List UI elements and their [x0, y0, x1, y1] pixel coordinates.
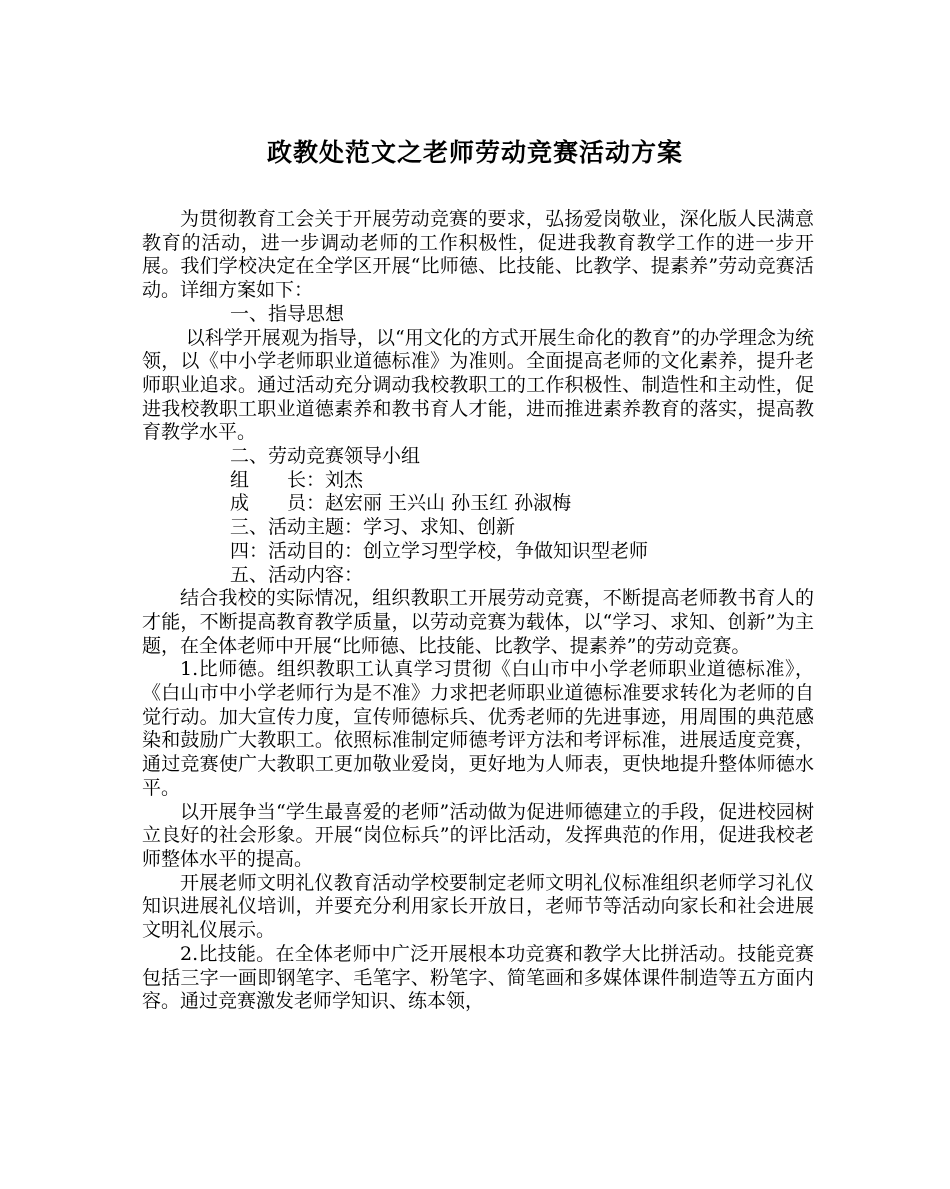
paragraph-etiquette: 开展老师文明礼仪教育活动学校要制定老师文明礼仪标准组织老师学习礼仪知识进展礼仪培训，并要充分利用家长开放日，老师节等活动向家长和社会进展文明礼仪展示。 [142, 871, 814, 942]
document-title: 政教处范文之老师劳动竞赛活动方案 [266, 138, 683, 167]
paragraph-guiding-thought: 以科学开展观为指导，以“用文化的方式开展生命化的教育”的办学理念为统领，以《中小学老师职业道德标准》为准则。全面提高老师的文化素养，提升老师职业追求。通过活动充分调动我校教职工的工作积极性、制造性和主动性，促进我校教职工职业道德素养和教书育人才能，进而推进素养教育的落实，提高教育教学水平。 [142, 326, 814, 444]
group-members: 成 员：赵宏丽 王兴山 孙玉红 孙淑梅 [230, 492, 572, 515]
document-body [142, 208, 814, 1014]
heading-leadership-group: 二、劳动竞赛领导小组 [230, 445, 421, 468]
paragraph-favorite-teacher: 以开展争当“学生最喜爱的老师”活动做为促进师德建立的手段，促进校园树立良好的社会形象。开展“岗位标兵”的评比活动，发挥典范的作用，促进我校老师整体水平的提高。 [142, 800, 814, 870]
activity-theme: 三、活动主题：学习、求知、创新 [230, 516, 516, 539]
paragraph-skills: 2.比技能。在全体老师中广泛开展根本功竞赛和教学大比拼活动。技能竞赛包括三字一画即钢笔字、毛笔字、粉笔字、简笔画和多媒体课件制造等五方面内容。通过竞赛激发老师学知识、练本领， [142, 942, 814, 1013]
heading-activity-content: 五、活动内容： [230, 563, 364, 586]
paragraph-activity-content: 结合我校的实际情况，组织教职工开展劳动竞赛，不断提高老师教书育人的才能，不断提高教育教学质量，以劳动竞赛为载体，以“学习、求知、创新”为主题，在全体老师中开展“比师德、比技能、比教学、提素养”的劳动竞赛。 [142, 587, 814, 657]
heading-guiding-thought: 一、指导思想 [230, 302, 345, 325]
paragraph-teacher-ethics: 1.比师德。组织教职工认真学习贯彻《白山市中小学老师职业道德标准》，《白山市中小学老师行为是不准》力求把老师职业道德标准要求转化为老师的自觉行动。加大宣传力度，宣传师德标兵、优秀老师的先进事迹，用周围的典范感染和鼓励广大教职工。依照标准制定师德考评方法和考评标准，进展适度竞赛，通过竞赛使广大教职工更加敬业爱岗，更好地为人师表，更快地提升整体师德水平。 [142, 658, 814, 799]
paragraph-intro: 为贯彻教育工会关于开展劳动竞赛的要求，弘扬爱岗敬业，深化版人民满意教育的活动，进一步调动老师的工作积极性，促进我教育教学工作的进一步开展。我们学校决定在全学区开展“比师德、比技能、比教学、提素养”劳动竞赛活动。详细方案如下： [142, 208, 814, 302]
group-leader: 组 长：刘杰 [230, 468, 364, 491]
activity-purpose: 四：活动目的：创立学习型学校，争做知识型老师 [230, 539, 649, 562]
